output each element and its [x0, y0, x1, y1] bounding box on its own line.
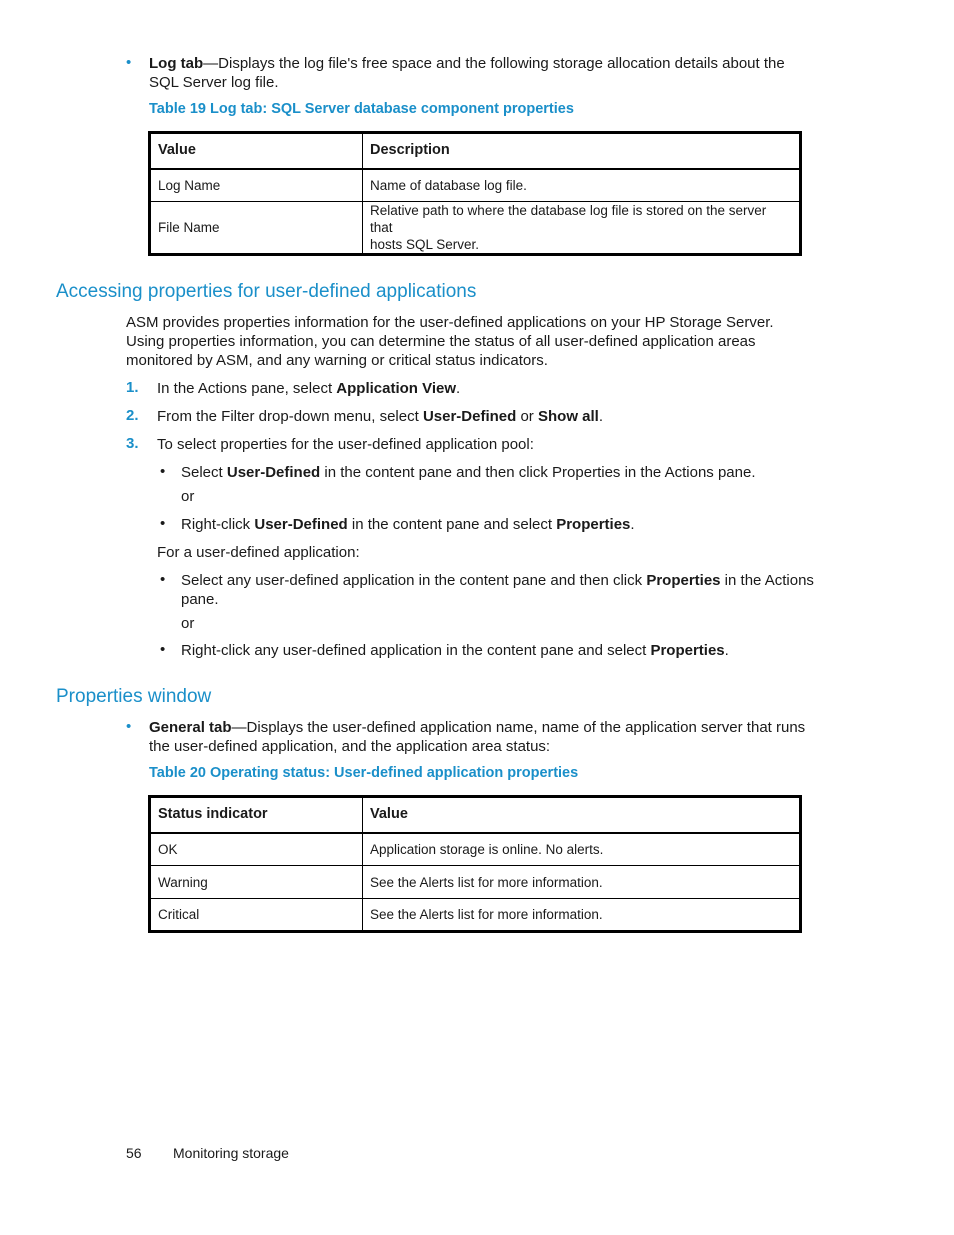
- bullet-text: in the content pane and select: [347, 516, 557, 533]
- step-text: or: [516, 408, 538, 425]
- general-tab-term: General tab: [149, 719, 232, 736]
- general-tab-text: —Displays the user-defined application name, name of the application server that runs: [231, 719, 806, 736]
- table-row: [150, 169, 801, 202]
- step-text: In the Actions pane, select: [157, 380, 337, 397]
- step-1: [157, 379, 460, 398]
- table19: [148, 131, 802, 256]
- step-bold: Application View: [336, 380, 457, 397]
- table-cell-line: Relative path to where the database log file is stored on the server that: [370, 203, 767, 235]
- step-3: To select properties for the user-defined application pool:: [157, 436, 534, 453]
- bullet-text: in the content pane and then click Properties in the Actions pane.: [320, 464, 756, 481]
- bullet-text-line2: pane.: [181, 591, 219, 608]
- bullet-text: .: [724, 642, 729, 659]
- step-number: 2.: [126, 407, 139, 424]
- bullet-bold: User-Defined: [254, 516, 348, 533]
- table-header-row: [150, 133, 801, 169]
- table-header-cell: Value: [363, 797, 801, 833]
- step-text: From the Filter drop-down menu, select: [157, 408, 423, 425]
- bullet-icon: •: [160, 641, 166, 658]
- paragraph-line: Using properties information, you can determine the status of all user-defined application areas: [126, 333, 756, 350]
- table-cell: [363, 202, 801, 255]
- step-bold: Show all: [537, 408, 599, 425]
- step-number: 3.: [126, 435, 139, 452]
- footer-section-title: Monitoring storage: [173, 1145, 289, 1161]
- bullet-icon: •: [126, 54, 132, 71]
- table-row: [150, 833, 801, 866]
- table-cell-line: hosts SQL Server.: [370, 237, 480, 252]
- or-text: or: [181, 615, 195, 632]
- table20: [148, 795, 802, 933]
- table-header-cell: Status indicator: [150, 797, 363, 833]
- bullet-icon: •: [160, 571, 166, 588]
- log-tab-text-2: SQL Server log file.: [149, 74, 279, 91]
- log-tab-text: —Displays the log file's free space and the following storage allocation details about the: [203, 55, 785, 72]
- for-app-text: For a user-defined application:: [157, 544, 360, 561]
- step-bold: User-Defined: [422, 408, 517, 425]
- or-text: or: [181, 488, 195, 505]
- bullet-bold: Properties: [556, 516, 631, 533]
- table-cell: OK: [150, 833, 363, 866]
- paragraph-line: monitored by ASM, and any warning or critical status indicators.: [126, 352, 548, 369]
- page-number: 56: [126, 1145, 142, 1161]
- table-cell: See the Alerts list for more information.: [363, 866, 801, 899]
- table-header-cell: Value: [150, 133, 363, 169]
- table19-caption: Table 19 Log tab: SQL Server database component properties: [149, 101, 574, 117]
- bullet-icon: •: [160, 463, 166, 480]
- step-text: .: [598, 408, 603, 425]
- table-header-cell: Description: [363, 133, 801, 169]
- bullet-text: Select: [181, 464, 227, 481]
- app-bullet-1: [181, 571, 814, 590]
- table-cell: See the Alerts list for more information.: [363, 899, 801, 932]
- bullet-text: Select any user-defined application in the content pane and then click: [181, 572, 647, 589]
- table-row: [150, 202, 801, 255]
- table-cell: File Name: [150, 202, 363, 255]
- table-header-row: [150, 797, 801, 833]
- table20-caption: Table 20 Operating status: User-defined application properties: [149, 765, 579, 781]
- general-tab-text-2: the user-defined application, and the application area status:: [149, 738, 551, 755]
- bullet-text: Right-click any user-defined application in the content pane and select: [181, 642, 651, 659]
- bullet-bold: User-Defined: [226, 464, 321, 481]
- bullet-text: .: [630, 516, 635, 533]
- bullet-bold: Properties: [650, 642, 725, 659]
- bullet-bold: Properties: [646, 572, 721, 589]
- table-cell: Critical: [150, 899, 363, 932]
- table-cell: Application storage is online. No alerts.: [363, 833, 801, 866]
- pool-bullet-2: [181, 515, 635, 534]
- step-number: 1.: [126, 379, 139, 396]
- bullet-text: Right-click: [181, 516, 255, 533]
- table-row: [150, 866, 801, 899]
- table-row: [150, 899, 801, 932]
- step-2: [157, 407, 603, 426]
- table-cell: Log Name: [150, 169, 363, 202]
- table-cell: Warning: [150, 866, 363, 899]
- step-text: .: [456, 380, 461, 397]
- section-heading-properties-window: Properties window: [56, 686, 212, 707]
- log-tab-term: Log tab: [149, 55, 204, 72]
- general-tab-bullet: [149, 718, 805, 737]
- app-bullet-2: [181, 641, 729, 660]
- log-tab-bullet: [149, 54, 785, 73]
- section-heading-accessing: Accessing properties for user-defined applications: [56, 281, 477, 302]
- table-cell: Name of database log file.: [363, 169, 801, 202]
- bullet-icon: •: [160, 515, 166, 532]
- bullet-icon: •: [126, 718, 132, 735]
- pool-bullet-1: [181, 463, 756, 482]
- paragraph-line: ASM provides properties information for the user-defined applications on your HP Storage Server.: [126, 314, 774, 331]
- bullet-text: in the Actions: [720, 572, 814, 589]
